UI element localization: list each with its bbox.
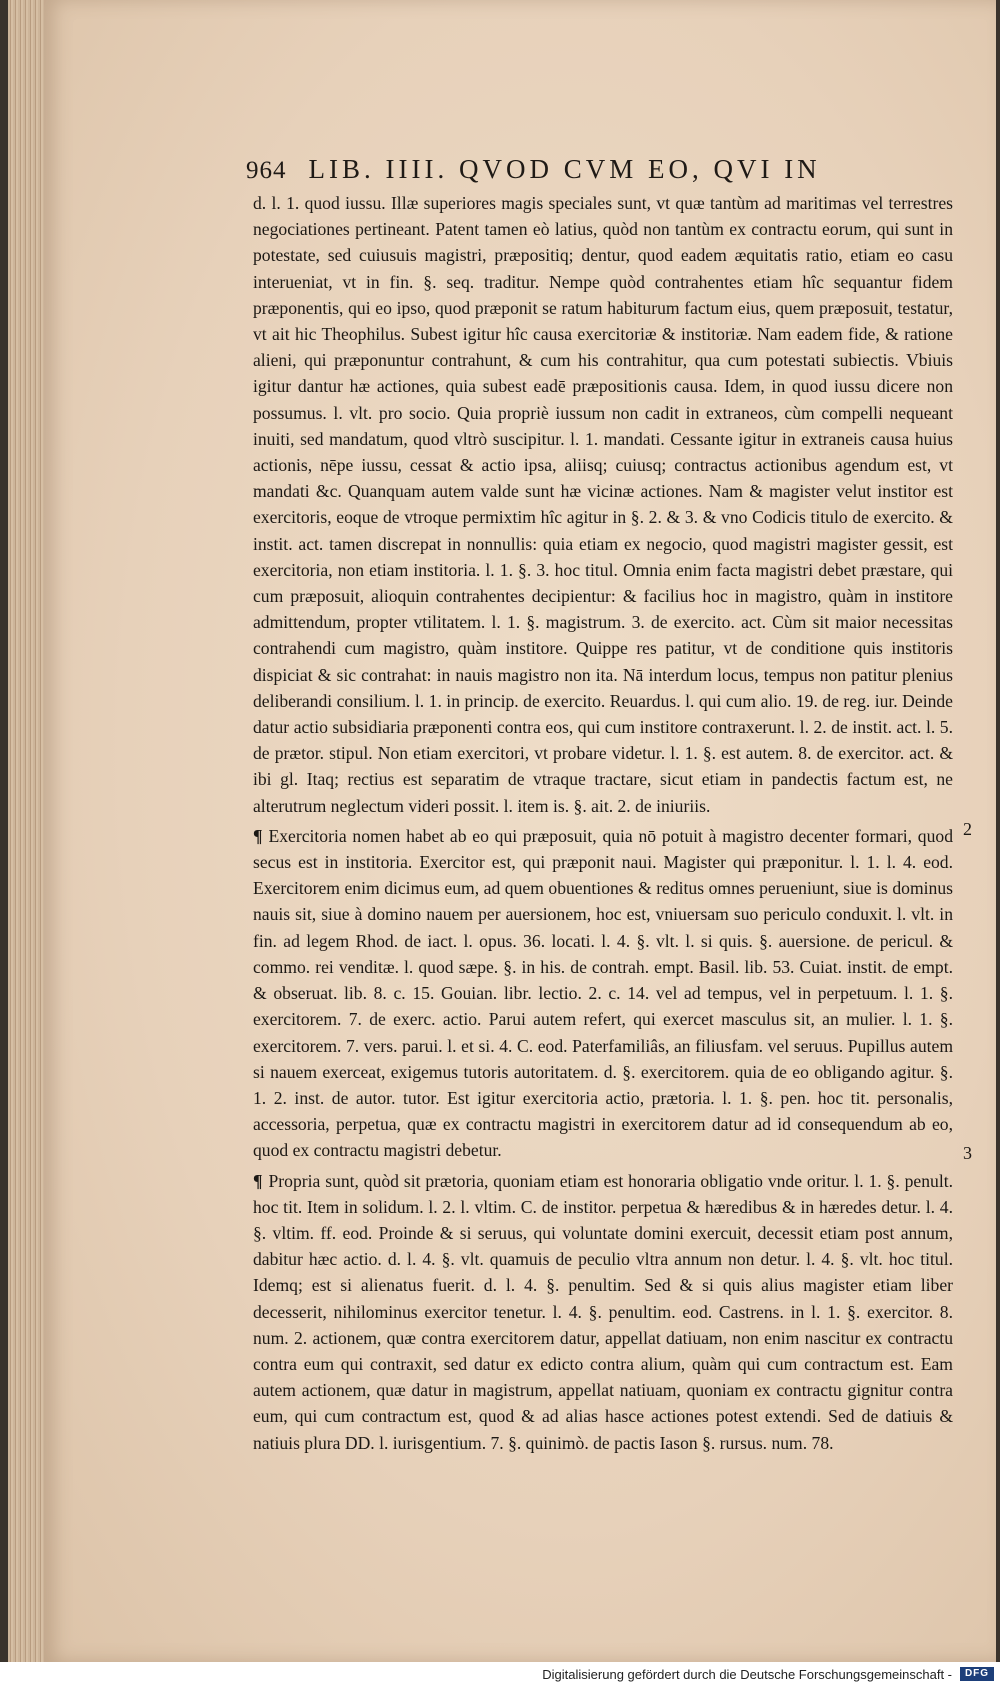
running-head-title: LIB. IIII. QVOD CVM EO, QVI IN [308,154,821,184]
page-number: 964 [246,157,287,184]
margin-number-3: 3 [963,1143,972,1163]
pilcrow-mark: ¶ [253,1170,263,1191]
dfg-logo: DFG [960,1667,994,1681]
paragraph-2 [253,823,953,1164]
body-text [253,190,953,1453]
footer-credit: Digitalisierung gefördert durch die Deutsche Forschungsgemeinschaft - [542,1666,952,1682]
pilcrow-mark: ¶ [253,825,263,846]
running-head [246,154,886,188]
paragraph-2-text: Exercitoria nomen habet ab eo qui præposuit, quia nō potuit à magistro decenter formari, quod secus est in institoria. Exercitor est, qui præponit naui. Magister qui præponitur. l. 1. l. 4. eod. Exercitorem enim dicimus eum, ad quem obuentiones & reditus omnes perueniunt, siue is dominus nauis sit, siue à domino nauem per auersionem, hoc est, vniuersam suo periculo conduxit. l. vlt. in fin. ad legem Rhod. de iact. l. opus. 36. locati. l. 4. §. vlt. l. si quis. §. auersione. de pericul. & commo. rei venditæ. l. quod sæpe. §. in his. de contrah. empt. Basil. lib. 53. Cuiat. instit. de empt. & obseruat. lib. 8. c. 15. Gouian. libr. lectio. 2. c. 14. vel ad tempus, vel in perpetuum. l. 1. §. exercitorem. 7. de exerc. actio. Parui autem refert, qui exercet masculus sit, an mulier. l. 1. §. exercitorem. 7. vers. parui. l. et si. 4. C. eod. Paterfamiliâs, an filiusfam. vel seruus. Pupillus autem si nauem exerceat, exigemus tutoris autoritatem. d. §. exercitorem. quia de eo obligando agitur. §. 1. 2. inst. de autor. tutor. Est igitur exercitoria actio, prætoria. l. 1. §. pen. hoc tit. personalis, accessoria, perpetua, quæ ex contractu magistri in exercitorem datur ad id consequendum ab eo, quod ex contractu magistri debetur. [253,825,953,1161]
paragraph-3-text: Propria sunt, quòd sit prætoria, quoniam etiam est honoraria obligatio vnde oritur. l. 1. §. penult. hoc tit. Item in solidum. l. 2. l. vltim. C. de institor. perpetua & hæredibus & in hæredes detur. l. 4. §. vltim. ff. eod. Proinde & si seruus, qui voluntate domini exercuit, decessit etiam post annum, dabitur hæc actio. d. l. 4. §. vlt. quamuis de peculio vltra annum non detur. l. 4. §. vlt. hoc titul. Idemq; est si alienatus fuerit. d. l. 4. §. penultim. Sed & si quis alius magister etiam liber decesserit, nihilominus exercitor tenetur. l. 4. §. penultim. eod. Castrens. in l. 1. §. exercitor. 8. num. 2. actionem, quæ contra exercitorem datur, appellat datiuam, non enim nascitur ex contractu contra eum qui contraxit, sed datur ex edicto contra alium, quàm qui cum contractum est. Eam autem actionem, quæ datur in magistrum, appellat natiuam, quoniam ex contractu gignitur contra eum, qui cum contractum est, quod & ad alias hasce actiones potest extendi. Sed de datiuis & natiuis plura DD. l. iurisgentium. 7. §. quinimò. de pactis Iason §. rursus. num. 78. [253,1170,953,1453]
paragraph-1: d. l. 1. quod iussu. Illæ superiores magis speciales sunt, vt quæ tantùm ad maritimas vel terrestres negociationes pertineant. Patent tamen eò latius, quòd non tantùm ex contractu eorum, qui sunt in potestate, sed cuiusuis magistri, præpositiq; dentur, quod eadem æquitatis ratio, etiam eo casu interueniat, vt in fin. §. seq. traditur. Nempe quòd contrahentes etiam hîc sequantur fidem præponentis, qui eo ipso, quod præponit se ratum habiturum factum eius, quem præposuit, testatur, vt ait hic Theophilus. Subest igitur hîc causa exercitoriæ & institoriæ. Nam eadem fide, & ratione alieni, qui præponuntur contrahunt, & cum his contrahitur, qua cum potestati subiectis. Vbiuis igitur dantur hæ actiones, quia subest eadē præpositionis causa. Idem, in quod iussu dicere non possumus. l. vlt. pro socio. Quia propriè iussum non cadit in extraneos, cùm compelli nequeant inuiti, sed mandatum, quod vltrò suscipitur. l. 1. mandati. Cessante igitur in extraneis causa huius actionis, nēpe iussu, cessat & actio ipsa, aliisq; cuiusq; contractus actionibus agendum est, vt mandati &c. Quanquam autem valde sunt hæ vicinæ actiones. Nam & magister velut institor est exercitoris, eoque de vtroque permixtim hîc agitur in §. 2. & 3. & vno Codicis titulo de exercito. & instit. act. tamen discrepat in nonnullis: quia etiam ex negocio, quod magistri magister gessit, est exercitoria, non etiam institoria. l. 1. §. 3. hoc titul. Omnia enim facta magistri debet præstare, qui cum præposuit, alioquin contrahentes decipientur: & facilius hoc in magistro, quàm in institore admittendum, propter vtilitatem. l. 1. §. magistrum. 3. de exercito. act. Cùm sit maior necessitas contrahendi cum magistro, quàm institore. Quippe res patitur, vt de conditione quis institoris dispiciat & sic contrahat: in nauis magistro non ita. Nā interdum locus, tempus non patitur plenius deliberandi consilium. l. 1. in princip. de exercito. Reuardus. l. qui cum alio. 19. de reg. iur. Deinde datur actio subsidiaria præponenti contra eos, qui cum institore contraxerunt. l. 2. de instit. act. l. 5. de prætor. stipul. Non etiam exercitori, vt probare videtur. l. 1. §. est autem. 8. de exercitor. act. & ibi gl. Itaq; rectius est separatim de vtraque tractare, sicut etiam in pandectis factum est, ne alterutrum neglectum videri possit. l. item is. §. ait. 2. de iniuriis. [253,193,953,816]
paragraph-3 [253,1168,953,1456]
page-edges [8,0,45,1662]
footer-bar [0,1662,1000,1686]
margin-number-2: 2 [963,819,972,839]
